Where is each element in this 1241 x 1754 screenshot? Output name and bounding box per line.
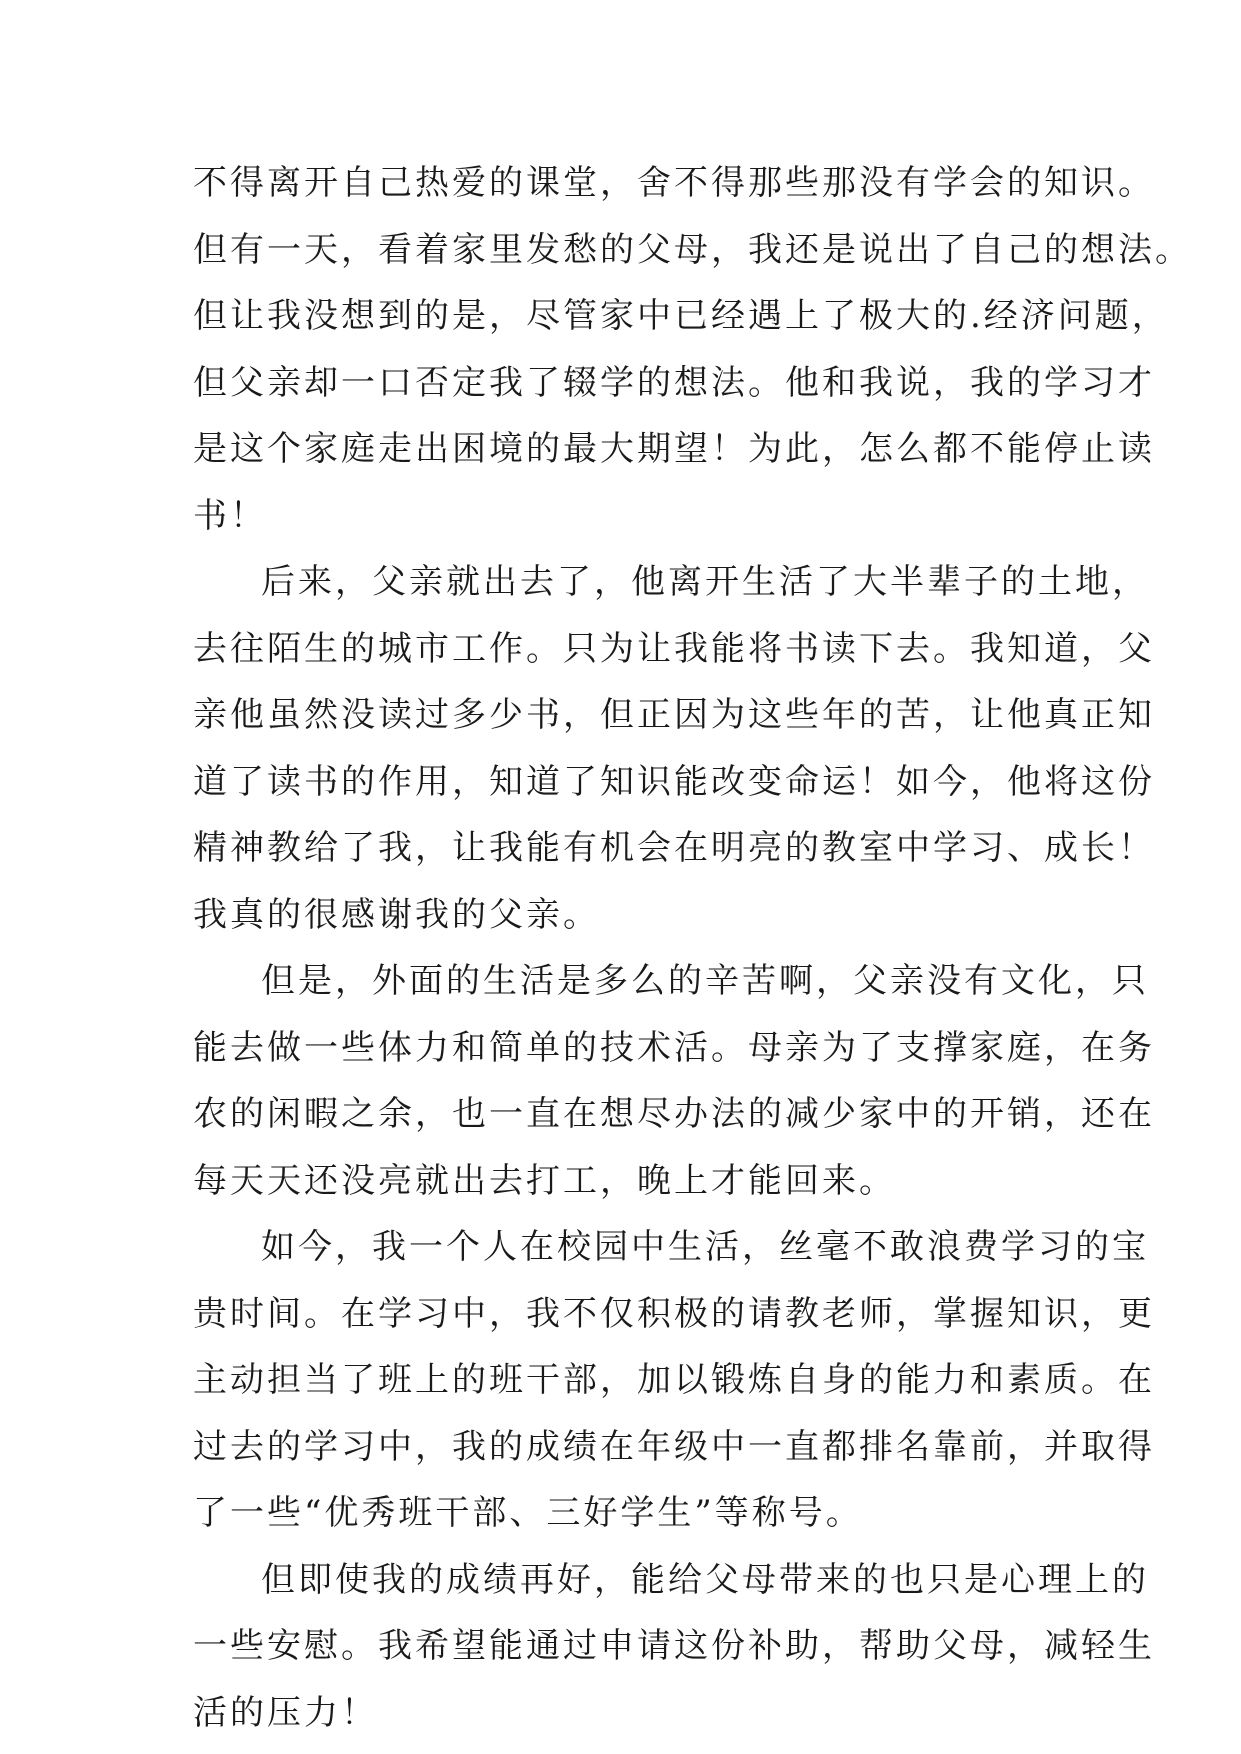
text-line: 道了读书的作用，知道了知识能改变命运！如今，他将这份 — [193, 761, 1155, 802]
text-line: 主动担当了班上的班干部，加以锻炼自身的能力和素质。在 — [193, 1360, 1155, 1400]
text-line: 但让我没想到的是，尽管家中已经遇上了极大的.经济问题， — [193, 296, 1169, 336]
text-line: 去往陌生的城市工作。只为让我能将书读下去。我知道，父 — [193, 628, 1155, 669]
text-line: 过去的学习中，我的成绩在年级中一直都排名靠前，并取得 — [193, 1426, 1155, 1467]
text-line: 后来，父亲就出去了，他离开生活了大半辈子的土地， — [261, 562, 1149, 602]
text-line: 我真的很感谢我的父亲。 — [193, 894, 600, 935]
document-body — [193, 150, 1192, 1746]
text-line: 但即使我的成绩再好，能给父母带来的也只是心理上的 — [261, 1559, 1149, 1600]
text-line: 是这个家庭走出困境的最大期望！为此，怎么都不能停止读 — [193, 429, 1155, 469]
text-line: 但是，外面的生活是多么的辛苦啊，父亲没有文化，只 — [261, 961, 1149, 1001]
paragraph — [193, 1547, 1155, 1747]
text-line: 如今，我一个人在校园中生活，丝毫不敢浪费学习的宝 — [261, 1227, 1149, 1267]
text-line: 一些安慰。我希望能通过申请这份补助，帮助父母，减轻生 — [193, 1626, 1155, 1666]
text-line: 能去做一些体力和简单的技术活。母亲为了支撑家庭，在务 — [193, 1027, 1155, 1068]
text-line: 农的闲暇之余，也一直在想尽办法的减少家中的开销，还在 — [193, 1094, 1155, 1134]
paragraph — [193, 150, 1192, 549]
paragraph — [193, 1214, 1155, 1547]
text-line: 但有一天，看着家里发愁的父母，我还是说出了自己的想法。 — [193, 229, 1192, 270]
paragraph — [193, 549, 1155, 948]
text-line: 了一些“优秀班干部、三好学生”等称号。 — [193, 1493, 863, 1533]
text-line: 但父亲却一口否定我了辍学的想法。他和我说，我的学习才 — [193, 362, 1155, 403]
text-line: 书！ — [193, 495, 267, 536]
text-line: 活的压力！ — [193, 1692, 378, 1733]
text-line: 每天天还没亮就出去打工，晚上才能回来。 — [193, 1160, 896, 1201]
text-line: 不得离开自己热爱的课堂，舍不得那些那没有学会的知识。 — [193, 163, 1155, 203]
text-line: 精神教给了我，让我能有机会在明亮的教室中学习、成长！ — [193, 828, 1155, 868]
text-line: 亲他虽然没读过多少书，但正因为这些年的苦，让他真正知 — [193, 695, 1155, 735]
text-line: 贵时间。在学习中，我不仅积极的请教老师，掌握知识，更 — [193, 1293, 1155, 1334]
paragraph — [193, 948, 1155, 1214]
